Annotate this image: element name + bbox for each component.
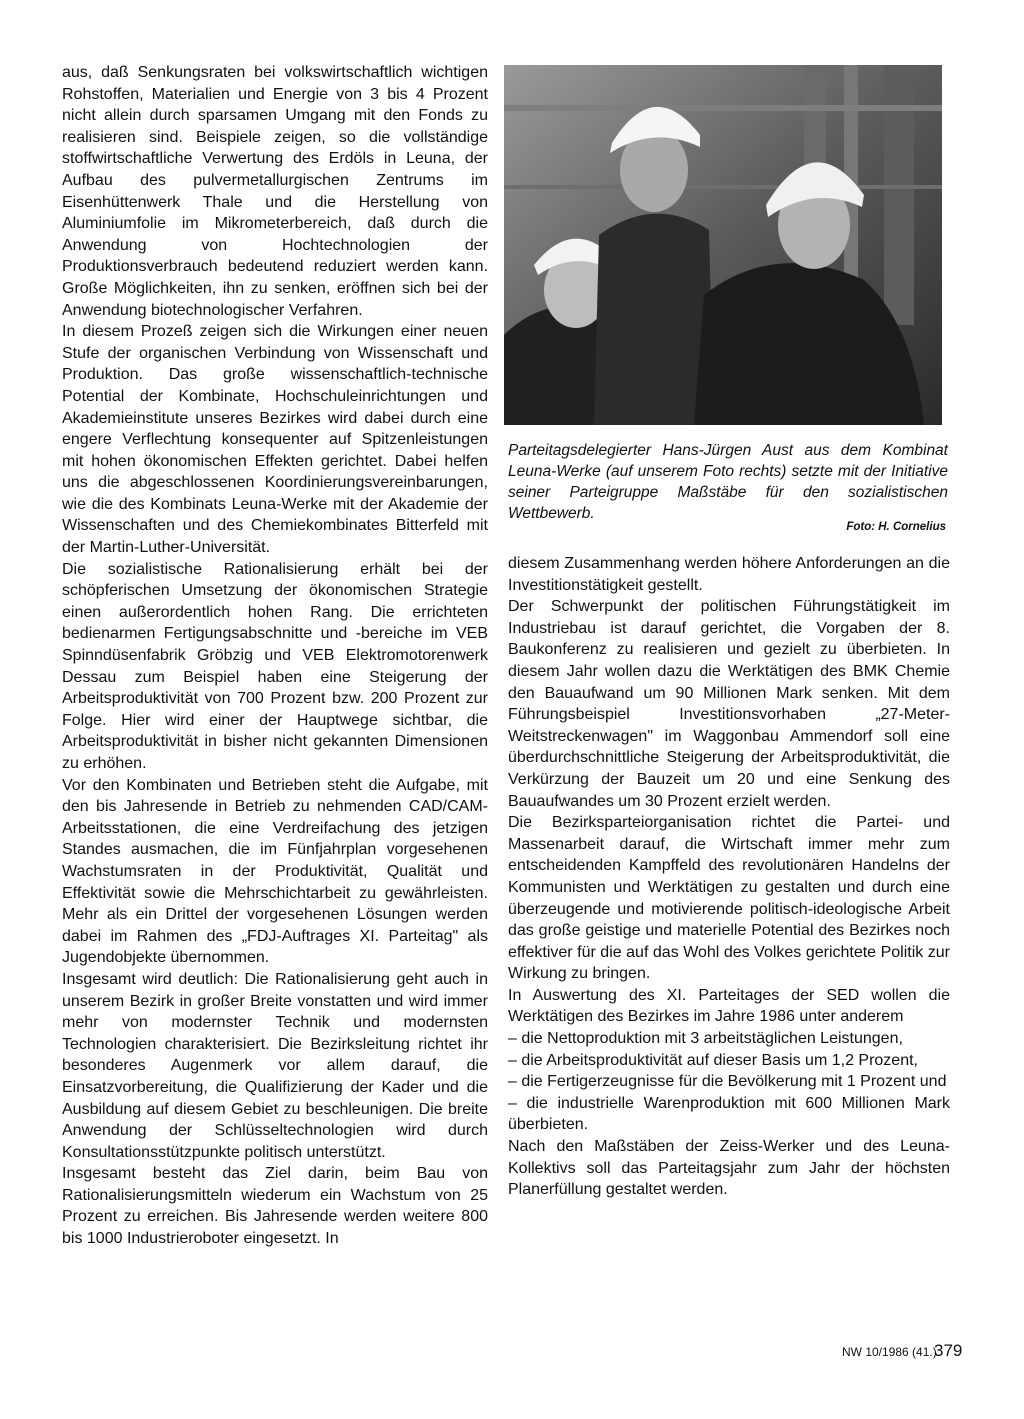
news-photo [504,65,942,425]
body-paragraph: In Auswertung des XI. Parteitages der SED wollen die Werktätigen des Bezirkes im Jahre 1986 unter anderem [508,986,950,1026]
body-paragraph: Die Bezirksparteiorganisation richtet die Partei- und Massenarbeit darauf, die Wirtschaft immer mehr zum entscheidenden Kampffeld des revolutionären Handelns der Kommunisten und Werktätigen zu gestalten und durch eine überzeugende und motivierende politisch-ideologische Arbeit das große geistige und materielle Potential des Bezirkes noch effektiver für die auf das Wohl des Volkes gerichtete Politik zur Wirkung zu bringen. [508,814,950,983]
page-number: 379 [934,1341,963,1360]
left-text-column [62,62,488,1250]
photo-caption: Parteitagsdelegierter Hans-Jürgen Aust aus dem Kombinat Leuna-Werke (auf unserem Foto rechts) setzte mit der Initiative seiner Parteigruppe Maßstäbe für den sozialistischen Wettbewerb. [508,442,948,522]
list-item: – die Fertigerzeugnisse für die Bevölkerung mit 1 Prozent und [508,1073,947,1091]
body-paragraph: Die sozialistische Rationalisierung erhält bei der schöpferischen Umsetzung der ökonomischen Strategie einen außerordentlich hohen Rang. Die errichteten bedienarmen Fertigungsabschnitte und -bereiche im VEB Spinndüsenfabrik Gröbzig und VEB Elektromotorenwerk Dessau zum Beispiel haben eine Steigerung der Arbeitsproduktivität von 700 Prozent bzw. 200 Prozent zur Folge. Hier wird einer der Hauptwege sichtbar, die Arbeitsproduktivität in bisher nicht gekannten Dimensionen zu erhöhen. [62,560,488,772]
body-paragraph: Insgesamt besteht das Ziel darin, beim Bau von Rationalisierungsmitteln wiederum ein Wachstum von 25 Prozent zu erreichen. Bis Jahresende werden weitere 800 bis 1000 Industrieroboter eingesetzt. In [62,1165,488,1248]
goals-list [508,1028,950,1136]
list-item: – die industrielle Warenproduktion mit 600 Millionen Mark überbieten. [508,1094,950,1134]
photo-credit: Foto: H. Cornelius [846,521,946,533]
body-paragraph: diesem Zusammenhang werden höhere Anforderungen an die Investitionstätigkeit gestellt. [508,555,950,594]
body-paragraph: Nach den Maßstäben der Zeiss-Werker und des Leuna-Kollektivs soll das Parteitagsjahr zum Jahr der höchsten Planerfüllung gestaltet werden. [508,1138,950,1199]
body-paragraph: aus, daß Senkungsraten bei volkswirtschaftlich wichtigen Rohstoffen, Materialien und Energie von 3 bis 4 Prozent nicht allein durch sparsamen Umgang mit den Fonds zu realisieren sind. Beispiele zeigen, so die vollständige stoffwirtschaftliche Verwertung des Erdöls in Leuna, der Aufbau des pulvermetallurgischen Zentrums im Eisenhüttenwerk Thale und die Herstellung von Aluminiumfolie im Mikrometerbereich, daß durch die Anwendung von Hochtechnologien der Produktionsverbrauch bedeutend reduziert werden kann. Große Möglichkeiten, ihn zu senken, eröffnen sich bei der Anwendung biotechnologischer Verfahren. [62,64,488,319]
body-paragraph: Insgesamt wird deutlich: Die Rationalisierung geht auch in unserem Bezirk in großer Breite vonstatten und wird immer mehr von modernster Technik und modernsten Technologien charakterisiert. Die Bezirksleitung richtet ihr besonderes Augenmerk vor allem darauf, die Einsatzvorbereitung, die Qualifizierung der Kader und die Ausbildung auf diesem Gebiet zu beschleunigen. Die breite Anwendung der Schlüsseltechnologien wird durch Konsultationsstützpunkte politisch unterstützt. [62,970,488,1161]
body-paragraph: Vor den Kombinaten und Betrieben steht die Aufgabe, mit den bis Jahresende in Betrieb zu nehmenden CAD/CAM-Arbeitsstationen, die eine Verdreifachung des jetzigen Standes ausmachen, die im Fünfjahrplan vorgesehenen Wachstumsraten in der Produktivität, Qualität und Effektivität sowie die Mehrschichtarbeit zu gewährleisten. Mehr als ein Drittel der vorgesehenen Lösungen werden dabei im Rahmen des „FDJ-Auftrages XI. Parteitag" als Jugendobjekte übernommen. [62,776,488,967]
body-paragraph: Der Schwerpunkt der politischen Führungstätigkeit im Industriebau ist darauf gerichtet, die Vorgaben der 8. Baukonferenz zu realisieren und gezielt zu überbieten. In diesem Jahr wollen dazu die Werktätigen des BMK Chemie den Bauaufwand um 90 Millionen Mark senken. Mit dem Führungsbeispiel Investitionsvorhaben „27-Meter-Weitstreckenwagen" im Waggonbau Ammendorf soll eine überdurchschnittliche Steigerung der Arbeitsproduktivität, die Verkürzung der Bauzeit um 20 und eine Senkung des Bauaufwandes um 30 Prozent erzielt werden. [508,598,950,810]
right-text-column [508,553,950,1201]
body-paragraph: In diesem Prozeß zeigen sich die Wirkungen einer neuen Stufe der organischen Verbindung von Wissenschaft und Produktion. Das große wissenschaftlich-technische Potential der Kombinate, Hochschuleinrichtungen und Akademieinstitute unseres Bezirkes wird dabei durch eine engere Verflechtung konsequenter auf Spitzenleistungen mit hohen ökonomischen Effekten gerichtet. Dabei helfen uns die abgeschlossenen Koordinierungsvereinbarungen, wie die des Kombinats Leuna-Werke mit der Akademie der Wissenschaften und des Chemiekombinates Bitterfeld mit der Martin-Luther-Universität. [62,323,488,557]
list-item: – die Nettoproduktion mit 3 arbeitstäglichen Leistungen, [508,1030,903,1048]
photo-illustration [504,65,942,425]
list-item: – die Arbeitsproduktivität auf dieser Basis um 1,2 Prozent, [508,1051,918,1069]
issue-reference: NW 10/1986 (41.) [842,1345,937,1359]
